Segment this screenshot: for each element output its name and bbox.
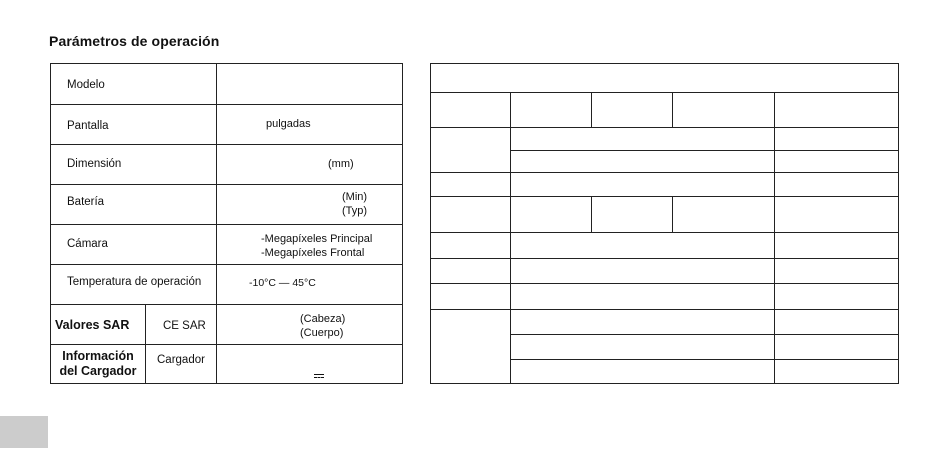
page-title: Parámetros de operación — [49, 33, 220, 49]
bateria-typ: (Typ) — [342, 205, 368, 217]
pantalla-value: pulgadas — [266, 118, 311, 130]
dimension-label: Dimensión — [67, 158, 122, 170]
bateria-label: Batería — [67, 196, 105, 208]
empty-grid-table — [430, 63, 899, 384]
sar-group-label: Valores SAR — [55, 318, 130, 332]
camara-frontal: -Megapíxeles Frontal — [261, 247, 365, 259]
operation-parameters-table — [50, 63, 403, 384]
temperatura-label: Temperatura de operación — [67, 276, 202, 288]
cargador-label: Cargador — [157, 354, 205, 366]
ce-sar-label: CE SAR — [163, 320, 206, 332]
cargador-group-line-1: Información — [62, 349, 134, 363]
sar-cuerpo: (Cuerpo) — [300, 327, 344, 339]
dc-symbol-icon — [314, 368, 324, 382]
camara-label: Cámara — [67, 238, 108, 250]
temperatura-separator: — — [278, 277, 290, 289]
sar-cabeza: (Cabeza) — [300, 313, 346, 325]
camara-principal: -Megapíxeles Principal — [261, 233, 373, 245]
temperatura-min: -10°C — [249, 277, 276, 289]
temperatura-max: 45°C — [292, 277, 316, 289]
temperatura-range — [249, 276, 316, 290]
dimension-value: (mm) — [328, 158, 354, 170]
cargador-group-line-2: del Cargador — [59, 364, 137, 378]
modelo-label: Modelo — [67, 79, 105, 91]
page-tab-marker — [0, 416, 48, 448]
cargador-group-label — [55, 349, 141, 379]
pantalla-label: Pantalla — [67, 120, 109, 132]
bateria-min: (Min) — [342, 191, 368, 203]
